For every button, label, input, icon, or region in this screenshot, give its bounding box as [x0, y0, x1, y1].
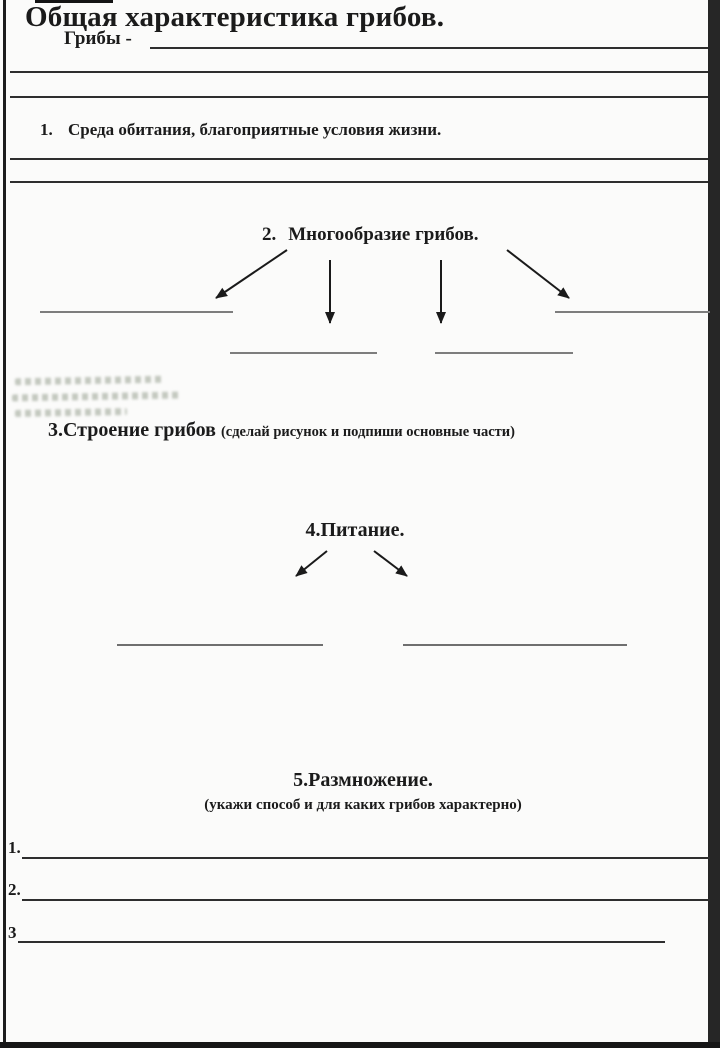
- arrow-down-left-icon: [296, 551, 327, 576]
- scan-bottom-edge: [0, 1042, 720, 1048]
- section1-blank-line: [10, 181, 708, 183]
- diversity-blank-line: [435, 352, 573, 354]
- definition-blank-line: [10, 96, 708, 98]
- diversity-blank-line: [40, 311, 233, 313]
- arrow-down-right-icon: [507, 250, 569, 298]
- section5-heading: 5.Размножение.: [293, 769, 433, 791]
- section1-title: Среда обитания, благоприятные условия жизни.: [68, 120, 442, 139]
- answer-number: 3: [8, 923, 17, 942]
- section3-title: 3.Строение грибов: [48, 419, 221, 441]
- section3-note: (сделай рисунок и подпиши основные части): [220, 424, 515, 440]
- section1-number: 1.: [40, 120, 53, 139]
- definition-blank-line: [150, 47, 708, 49]
- page-title: Общая характеристика грибов.: [25, 1, 445, 33]
- definition-label: Грибы -: [64, 28, 132, 49]
- section2-heading: [262, 224, 479, 246]
- nutrition-arrows: [280, 548, 430, 588]
- bleed-through-text: [15, 376, 165, 386]
- answer-number: 1.: [8, 838, 21, 857]
- section1-blank-line: [10, 158, 708, 160]
- section5-note: (укажи способ и для каких грибов характерно): [204, 797, 522, 813]
- diversity-blank-line: [230, 352, 377, 354]
- section2-number: 2.: [262, 224, 277, 245]
- arrow-down-right-icon: [374, 551, 407, 576]
- nutrition-blank-line: [117, 644, 323, 646]
- section1-heading: [40, 120, 441, 140]
- nutrition-blank-line: [403, 644, 627, 646]
- section2-title: Многообразие грибов.: [288, 224, 479, 245]
- bleed-through-text: [15, 408, 127, 417]
- answer-number: 2.: [8, 880, 21, 899]
- answer-line: [22, 899, 710, 901]
- definition-blank-line: [10, 71, 708, 73]
- section4-heading: 4.Питание.: [305, 519, 405, 541]
- diversity-arrows: [140, 245, 600, 335]
- bleed-through-text: [12, 392, 180, 402]
- answer-line: [18, 941, 665, 943]
- diversity-blank-line: [555, 311, 710, 313]
- section3-heading: [48, 419, 515, 442]
- answer-line: [22, 857, 710, 859]
- arrow-down-left-icon: [216, 250, 287, 298]
